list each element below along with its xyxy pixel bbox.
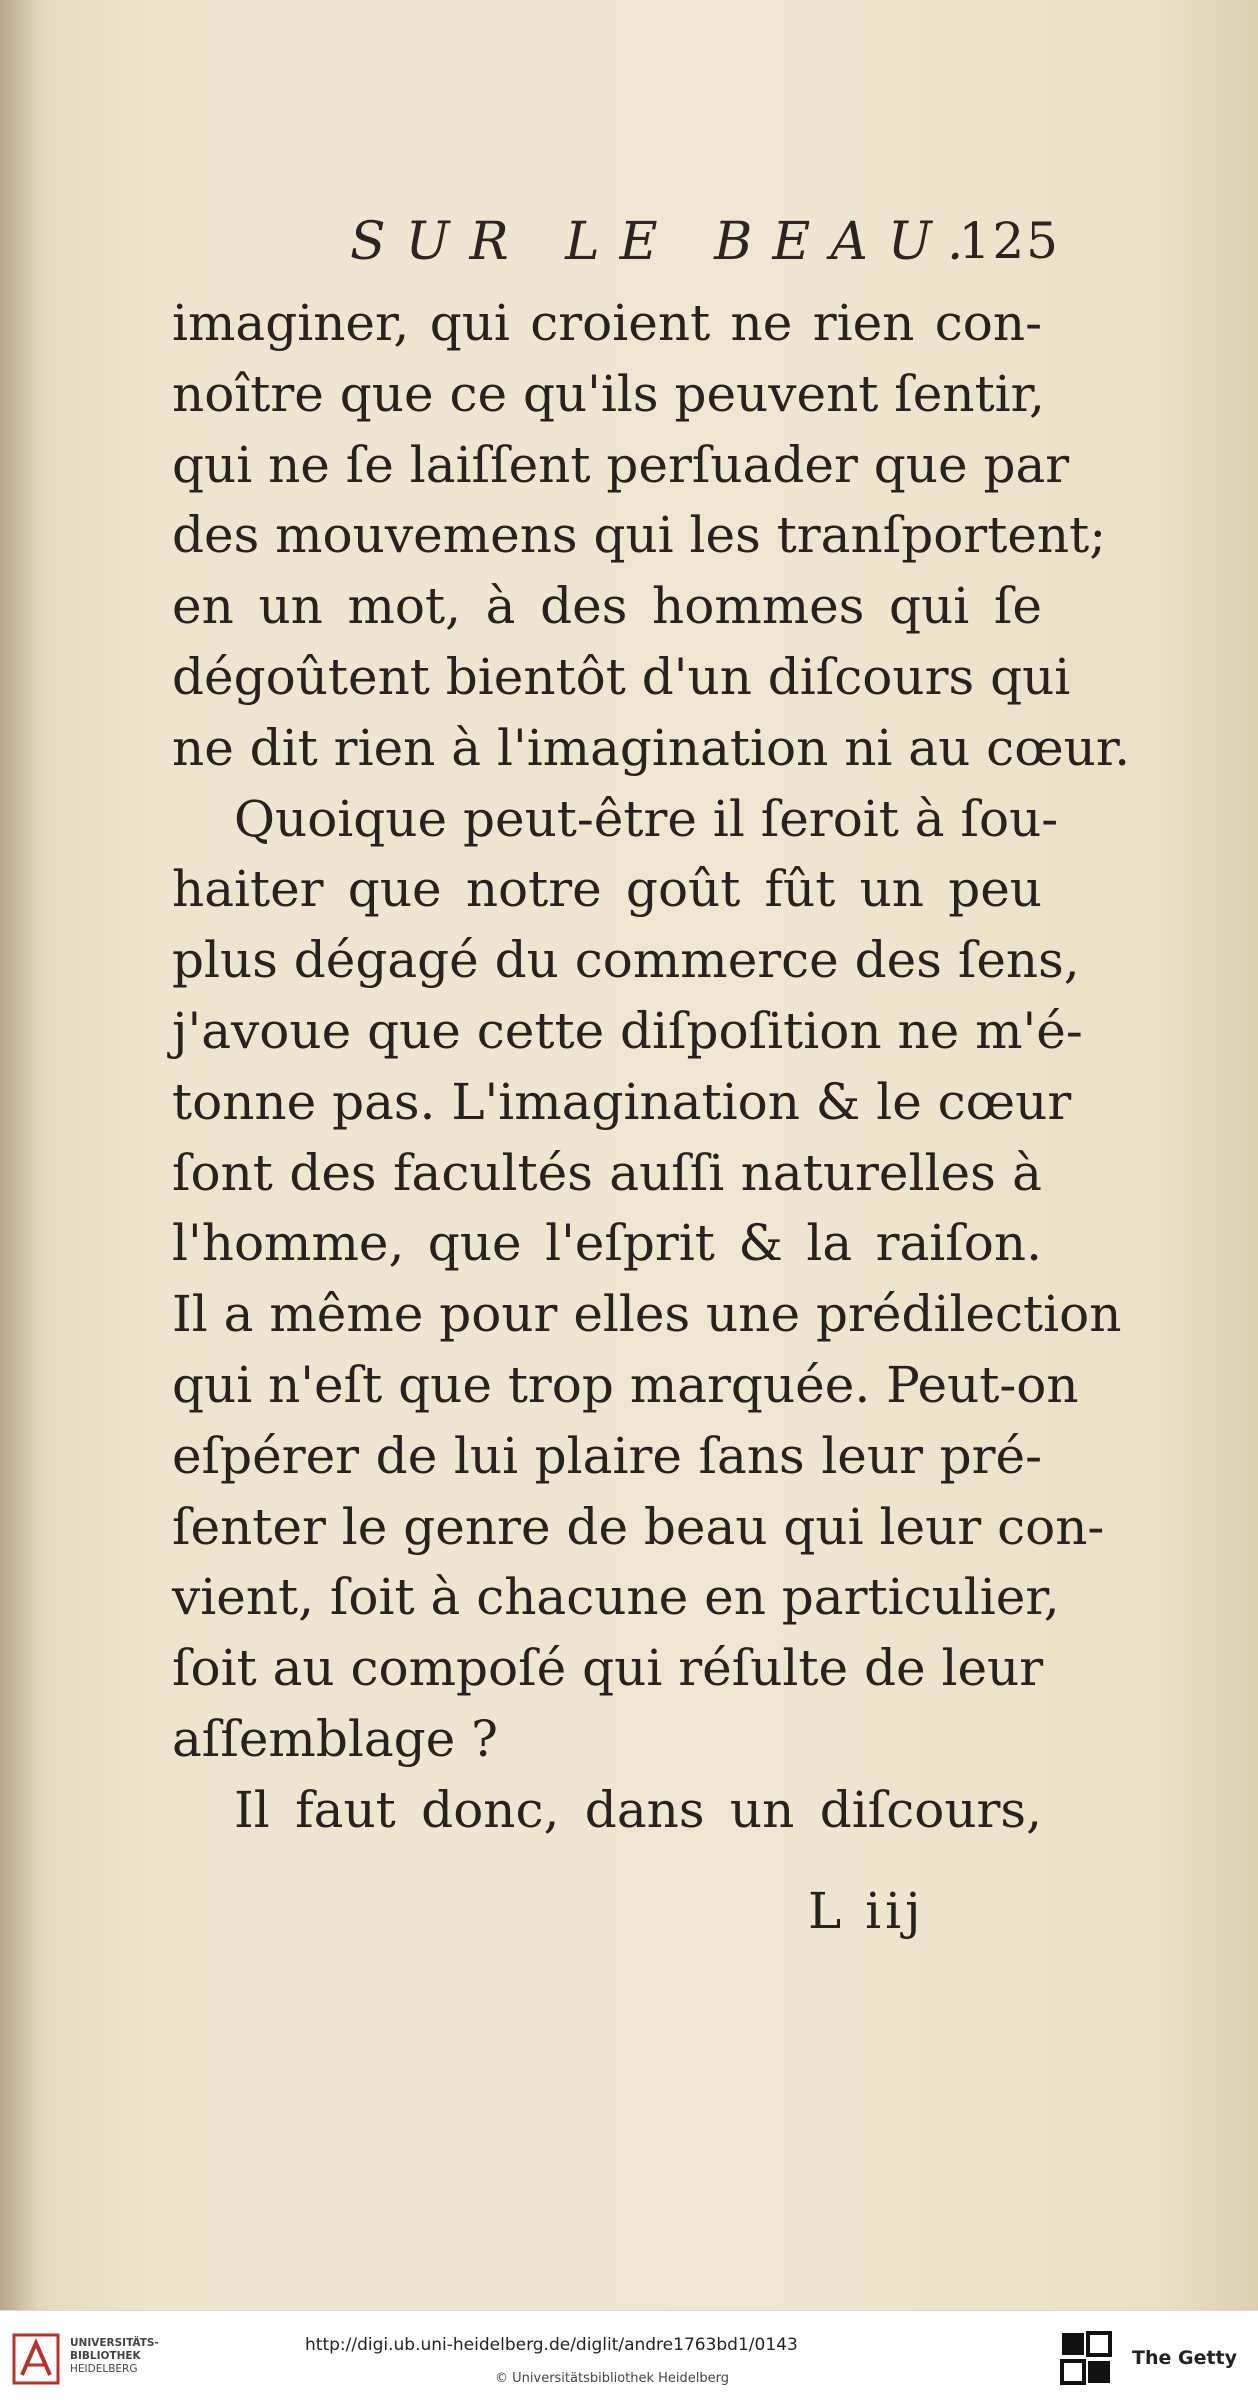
text-line: noître que ce qu'ils peuvent ſentir,: [172, 364, 1045, 423]
text-line: vient, ſoit à chacune en particulier,: [172, 1568, 1060, 1627]
text-line: l'homme, que l'eſprit & la raiſon.: [172, 1214, 1042, 1273]
body-text: [172, 288, 1131, 1846]
signature-mark: L iij: [808, 1882, 925, 1940]
text-line: plus dégagé du commerce des ſens,: [172, 931, 1080, 990]
text-line: aſſemblage ?: [172, 1709, 498, 1768]
text-line: ſenter le genre de beau qui leur con-: [172, 1497, 1105, 1556]
text-line: ſont des facultés auſſi naturelles à: [172, 1143, 1042, 1202]
running-head-title: SUR LE BEAU.: [350, 212, 984, 272]
text-line: j'avoue que cette diſpoſition ne m'é-: [172, 1001, 1083, 1060]
text-line: qui n'eſt que trop marquée. Peut-on: [172, 1355, 1079, 1414]
partner-name: The Getty: [1132, 2347, 1238, 2369]
text-line: ne dit rien à l'imagination ni au cœur.: [172, 718, 1131, 777]
text-line: qui ne ſe laiſſent perſuader que par: [172, 435, 1070, 494]
text-line: tonne pas. L'imagination & le cœur: [172, 1072, 1072, 1131]
text-line: dégoûtent bientôt d'un diſcours qui: [172, 647, 1071, 706]
copyright-notice: © Universitätsbibliothek Heidelberg: [495, 2371, 730, 2386]
text-line: ſoit au compoſé qui réſulte de leur: [172, 1639, 1044, 1698]
text-line: Il faut donc, dans un diſcours,: [234, 1780, 1042, 1839]
library-name: [70, 2337, 159, 2376]
library-name-line: UNIVERSITÄTS-: [70, 2337, 159, 2349]
text-line: Quoique peut-être il ſeroit à ſou-: [234, 789, 1059, 848]
text-line: en un mot, à des hommes qui ſe: [172, 577, 1042, 636]
permalink-url[interactable]: http://digi.ub.uni-heidelberg.de/diglit/andre1763bd1/0143: [305, 2335, 798, 2355]
page-number: 125: [958, 212, 1060, 270]
text-line: Il a même pour elles une prédilection: [172, 1285, 1122, 1344]
getty-logo-icon: [1058, 2329, 1114, 2389]
text-line: des mouvemens qui les tranſportent;: [172, 506, 1107, 565]
gutter-shadow: [0, 0, 40, 2310]
text-line: eſpérer de lui plaire ſans leur pré-: [172, 1426, 1042, 1485]
library-name-line: HEIDELBERG: [70, 2363, 138, 2375]
text-line: imaginer, qui croient ne rien con-: [172, 294, 1042, 352]
library-name-line: BIBLIOTHEK: [70, 2350, 141, 2362]
footer-bar: [0, 2310, 1258, 2402]
text-line: haiter que notre goût fût un peu: [172, 860, 1042, 919]
university-library-logo-icon: [12, 2331, 60, 2387]
running-head: [350, 212, 1070, 282]
